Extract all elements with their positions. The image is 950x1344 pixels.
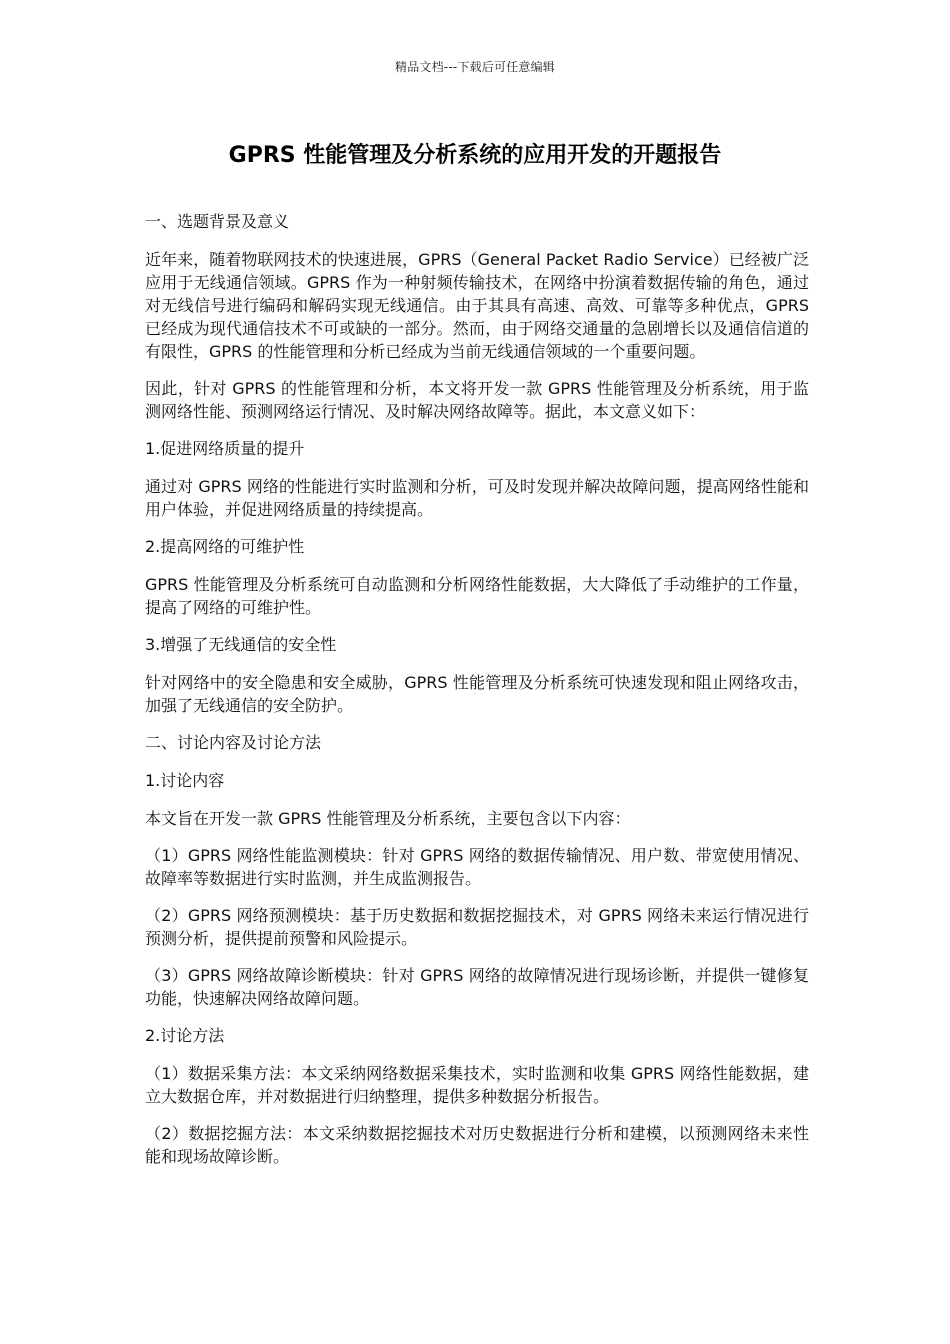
subheading-content: 1.讨论内容 — [145, 771, 225, 790]
subheading-methods: 2.讨论方法 — [145, 1026, 225, 1045]
paragraph-background: 近年来，随着物联网技术的快速进展，GPRS（General Packet Radio Service）已经被广泛应用于无线通信领域。GPRS 作为一种射频传输技术，在网络中扮演着数据传输的角色，通过对无线信号进行编码和解码实现无线通信。由于其具有高速、高效、可靠等多种优点，GPRS 已经成为现代通信技术不可或缺的一部分。然而，由于网络交通量的急剧增长以及通信信道的有限性，GPRS 的性能管理和分析已经成为当前无线通信领域的一个重要问题。 — [145, 250, 809, 361]
document-title: GPRS 性能管理及分析系统的应用开发的开题报告 — [228, 143, 722, 168]
list-item-diagnosis-module: （3）GPRS 网络故障诊断模块：针对 GPRS 网络的故障情况进行现场诊断，并提供一键修复功能，快速解决网络故障问题。 — [145, 966, 809, 1008]
paragraph-quality: 通过对 GPRS 网络的性能进行实时监测和分析，可及时发现并解决故障问题，提高网络性能和用户体验，并促进网络质量的持续提高。 — [145, 477, 809, 519]
list-item-prediction-module: （2）GPRS 网络预测模块：基于历史数据和数据挖掘技术，对 GPRS 网络未来运行情况进行预测分析，提供提前预警和风险提示。 — [145, 906, 809, 948]
paragraph-security: 针对网络中的安全隐患和安全威胁，GPRS 性能管理及分析系统可快速发现和阻止网络攻击，加强了无线通信的安全防护。 — [145, 673, 809, 715]
section-heading-content-methods: 二、讨论内容及讨论方法 — [145, 733, 322, 752]
paragraph-purpose: 因此，针对 GPRS 的性能管理和分析，本文将开发一款 GPRS 性能管理及分析系统，用于监测网络性能、预测网络运行情况、及时解决网络故障等。据此，本文意义如下： — [145, 379, 809, 421]
list-item-monitoring-module: （1）GPRS 网络性能监测模块：针对 GPRS 网络的数据传输情况、用户数、带宽使用情况、故障率等数据进行实时监测，并生成监测报告。 — [145, 846, 809, 888]
section-heading-background: 一、选题背景及意义 — [145, 212, 290, 231]
subheading-quality: 1.促进网络质量的提升 — [145, 439, 305, 458]
header-note: 精品文档---下载后可任意编辑 — [395, 60, 555, 74]
list-item-data-collection: （1）数据采集方法：本文采纳网络数据采集技术，实时监测和收集 GPRS 网络性能数据，建立大数据仓库，并对数据进行归纳整理，提供多种数据分析报告。 — [145, 1064, 809, 1106]
subheading-security: 3.增强了无线通信的安全性 — [145, 635, 337, 654]
document-body — [145, 210, 809, 1182]
paragraph-content-intro: 本文旨在开发一款 GPRS 性能管理及分析系统，主要包含以下内容： — [145, 809, 631, 828]
paragraph-maintainability: GPRS 性能管理及分析系统可自动监测和分析网络性能数据，大大降低了手动维护的工作量，提高了网络的可维护性。 — [145, 575, 809, 617]
list-item-data-mining: （2）数据挖掘方法：本文采纳数据挖掘技术对历史数据进行分析和建模，以预测网络未来性能和现场故障诊断。 — [145, 1124, 809, 1166]
subheading-maintainability: 2.提高网络的可维护性 — [145, 537, 305, 556]
